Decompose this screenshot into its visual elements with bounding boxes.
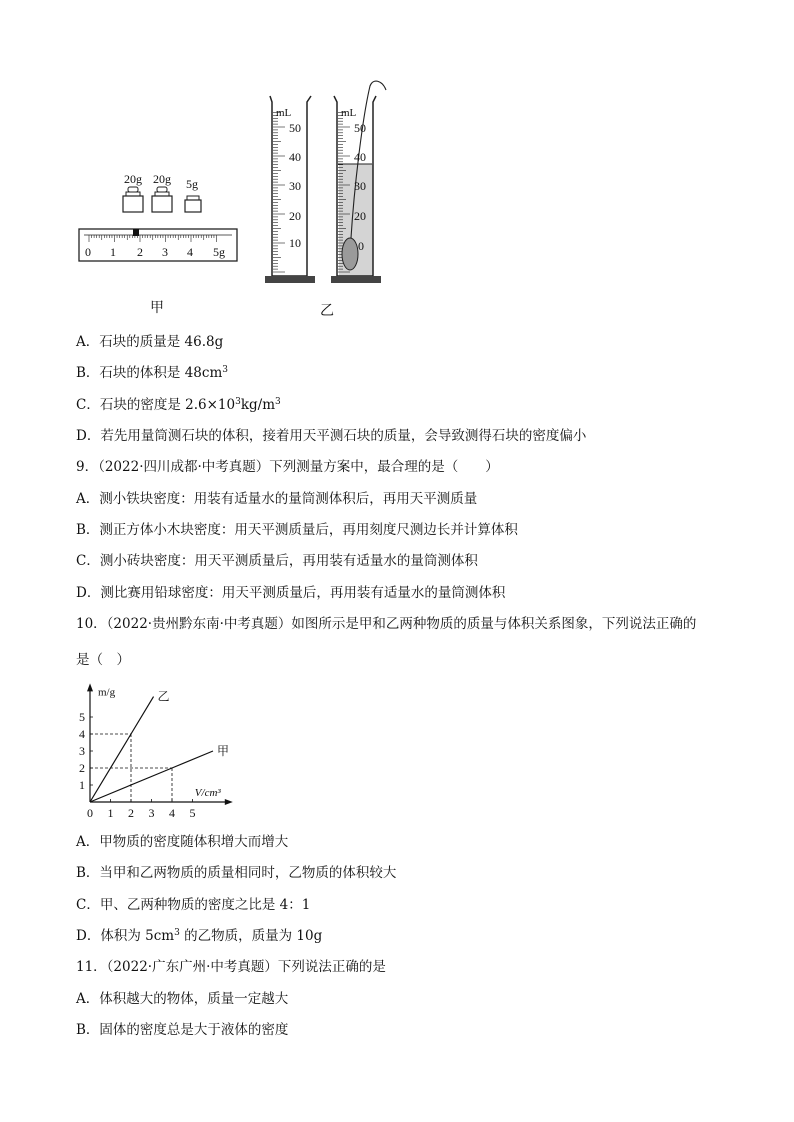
ruler-tick-label: 1 xyxy=(110,245,116,259)
q8-option-c-text: C．石块的密度是 2.6×10 xyxy=(76,397,236,413)
q11-stem: 11．（2022·广东广州·中考真题）下列说法正确的是 xyxy=(76,959,386,975)
y-tick-label: 5 xyxy=(79,710,85,724)
q10-option-c: C．甲、乙两种物质的密度之比是 4：1 xyxy=(76,897,311,913)
weight-label: 5g xyxy=(186,177,198,191)
figure-label-jia: 甲 xyxy=(150,300,164,316)
x-tick-label: 0 xyxy=(87,806,93,820)
q11-option-a: A．体积越大的物体，质量一定越大 xyxy=(76,991,289,1007)
cylinder-mark: 40 xyxy=(354,150,366,164)
q8-option-a: A．石块的质量是 46.8g xyxy=(76,334,224,350)
q8-option-c xyxy=(76,396,281,414)
y-tick-label: 4 xyxy=(79,727,85,741)
q8-option-b-text: B．石块的体积是 48cm xyxy=(76,365,223,381)
q10-stem: 10．（2022·贵州黔东南·中考真题）如图所示是甲和乙两种物质的质量与体积关系图象，下列说法正确的 xyxy=(76,616,697,632)
y-tick-label: 3 xyxy=(79,744,85,758)
figure-balance-and-cylinders xyxy=(70,80,410,320)
weight-label: 20g xyxy=(153,172,171,186)
q8-option-c-unit: kg/m xyxy=(240,397,275,413)
q9-option-d: D．测比赛用铅球密度：用天平测质量后，再用装有适量水的量筒测体积 xyxy=(76,585,506,601)
ruler-tick-label: 3 xyxy=(162,245,168,259)
cylinder-mark: 50 xyxy=(354,121,366,135)
graduated-cylinder-with-stone xyxy=(331,81,386,283)
q10-option-d-text: D．体积为 5cm xyxy=(76,928,175,944)
q10-option-d xyxy=(76,927,322,945)
weight-20g-1 xyxy=(123,172,143,212)
q10-option-d-text-2: 的乙物质，质量为 10g xyxy=(179,928,323,944)
cylinder-mark: 20 xyxy=(354,209,366,223)
x-tick-label: 4 xyxy=(169,806,175,820)
x-axis-label: V/cm³ xyxy=(194,787,221,799)
balance-beam-ruler xyxy=(79,229,237,261)
cylinder-unit: mL xyxy=(341,107,357,119)
weight-label: 20g xyxy=(124,172,142,186)
mass-volume-chart xyxy=(76,680,256,822)
cylinder-mark: 30 xyxy=(354,179,366,193)
cylinder-mark: 20 xyxy=(289,209,301,223)
ruler-tick-label: 2 xyxy=(137,245,143,259)
superscript: 3 xyxy=(275,397,281,407)
q9-option-a: A．测小铁块密度：用装有适量水的量筒测体积后，再用天平测质量 xyxy=(76,491,478,507)
cylinder-mark: 40 xyxy=(289,150,301,164)
series-line xyxy=(90,697,154,802)
y-tick-label: 1 xyxy=(79,778,85,792)
cylinder-mark: 10 xyxy=(289,236,301,250)
x-axis-arrow xyxy=(225,799,233,805)
q10-stem-cont: 是（ ） xyxy=(76,652,130,668)
figure-label-yi: 乙 xyxy=(320,303,334,319)
ruler-tick-label: 0 xyxy=(85,245,91,259)
ruler-tick-label: 4 xyxy=(187,245,193,259)
cylinder-unit: mL xyxy=(276,107,292,119)
graduated-cylinder-empty xyxy=(265,96,315,283)
q10-option-b: B．当甲和乙两物质的质量相同时，乙物质的体积较大 xyxy=(76,865,397,881)
x-tick-label: 1 xyxy=(107,806,114,820)
q9-option-c: C．测小砖块密度：用天平测质量后，再用装有适量水的量筒测体积 xyxy=(76,553,478,569)
superscript: 3 xyxy=(222,365,228,375)
cylinder-mark: 30 xyxy=(289,179,301,193)
q8-option-d: D．若先用量筒测石块的体积，接着用天平测石块的质量，会导致测得石块的密度偏小 xyxy=(76,428,587,444)
stone xyxy=(342,238,358,270)
superscript: 3 xyxy=(235,397,241,407)
x-tick-label: 5 xyxy=(189,806,196,820)
x-tick-label: 3 xyxy=(148,806,155,820)
weight-5g xyxy=(185,177,201,212)
ruler-tick-label: 5g xyxy=(213,245,225,259)
x-tick-label: 2 xyxy=(128,806,134,820)
q9-stem: 9．（2022·四川成都·中考真题）下列测量方案中，最合理的是（ ） xyxy=(76,459,499,475)
superscript: 3 xyxy=(174,928,180,938)
series-label: 乙 xyxy=(157,689,170,704)
rider-marker xyxy=(133,229,139,236)
q11-option-b: B．固体的密度总是大于液体的密度 xyxy=(76,1022,289,1038)
y-axis-label: m/g xyxy=(98,686,116,699)
q9-option-b: B．测正方体小木块密度：用天平测质量后，再用刻度尺测边长并计算体积 xyxy=(76,522,518,538)
cylinder-mark: 0 xyxy=(358,239,364,253)
weight-20g-2 xyxy=(152,172,172,212)
q10-option-a: A．甲物质的密度随体积增大而增大 xyxy=(76,834,289,850)
cylinder-mark: 50 xyxy=(289,121,301,135)
y-axis-arrow xyxy=(87,683,93,691)
y-tick-label: 2 xyxy=(79,761,85,775)
series-label: 甲 xyxy=(217,744,230,758)
q8-option-b xyxy=(76,364,228,382)
